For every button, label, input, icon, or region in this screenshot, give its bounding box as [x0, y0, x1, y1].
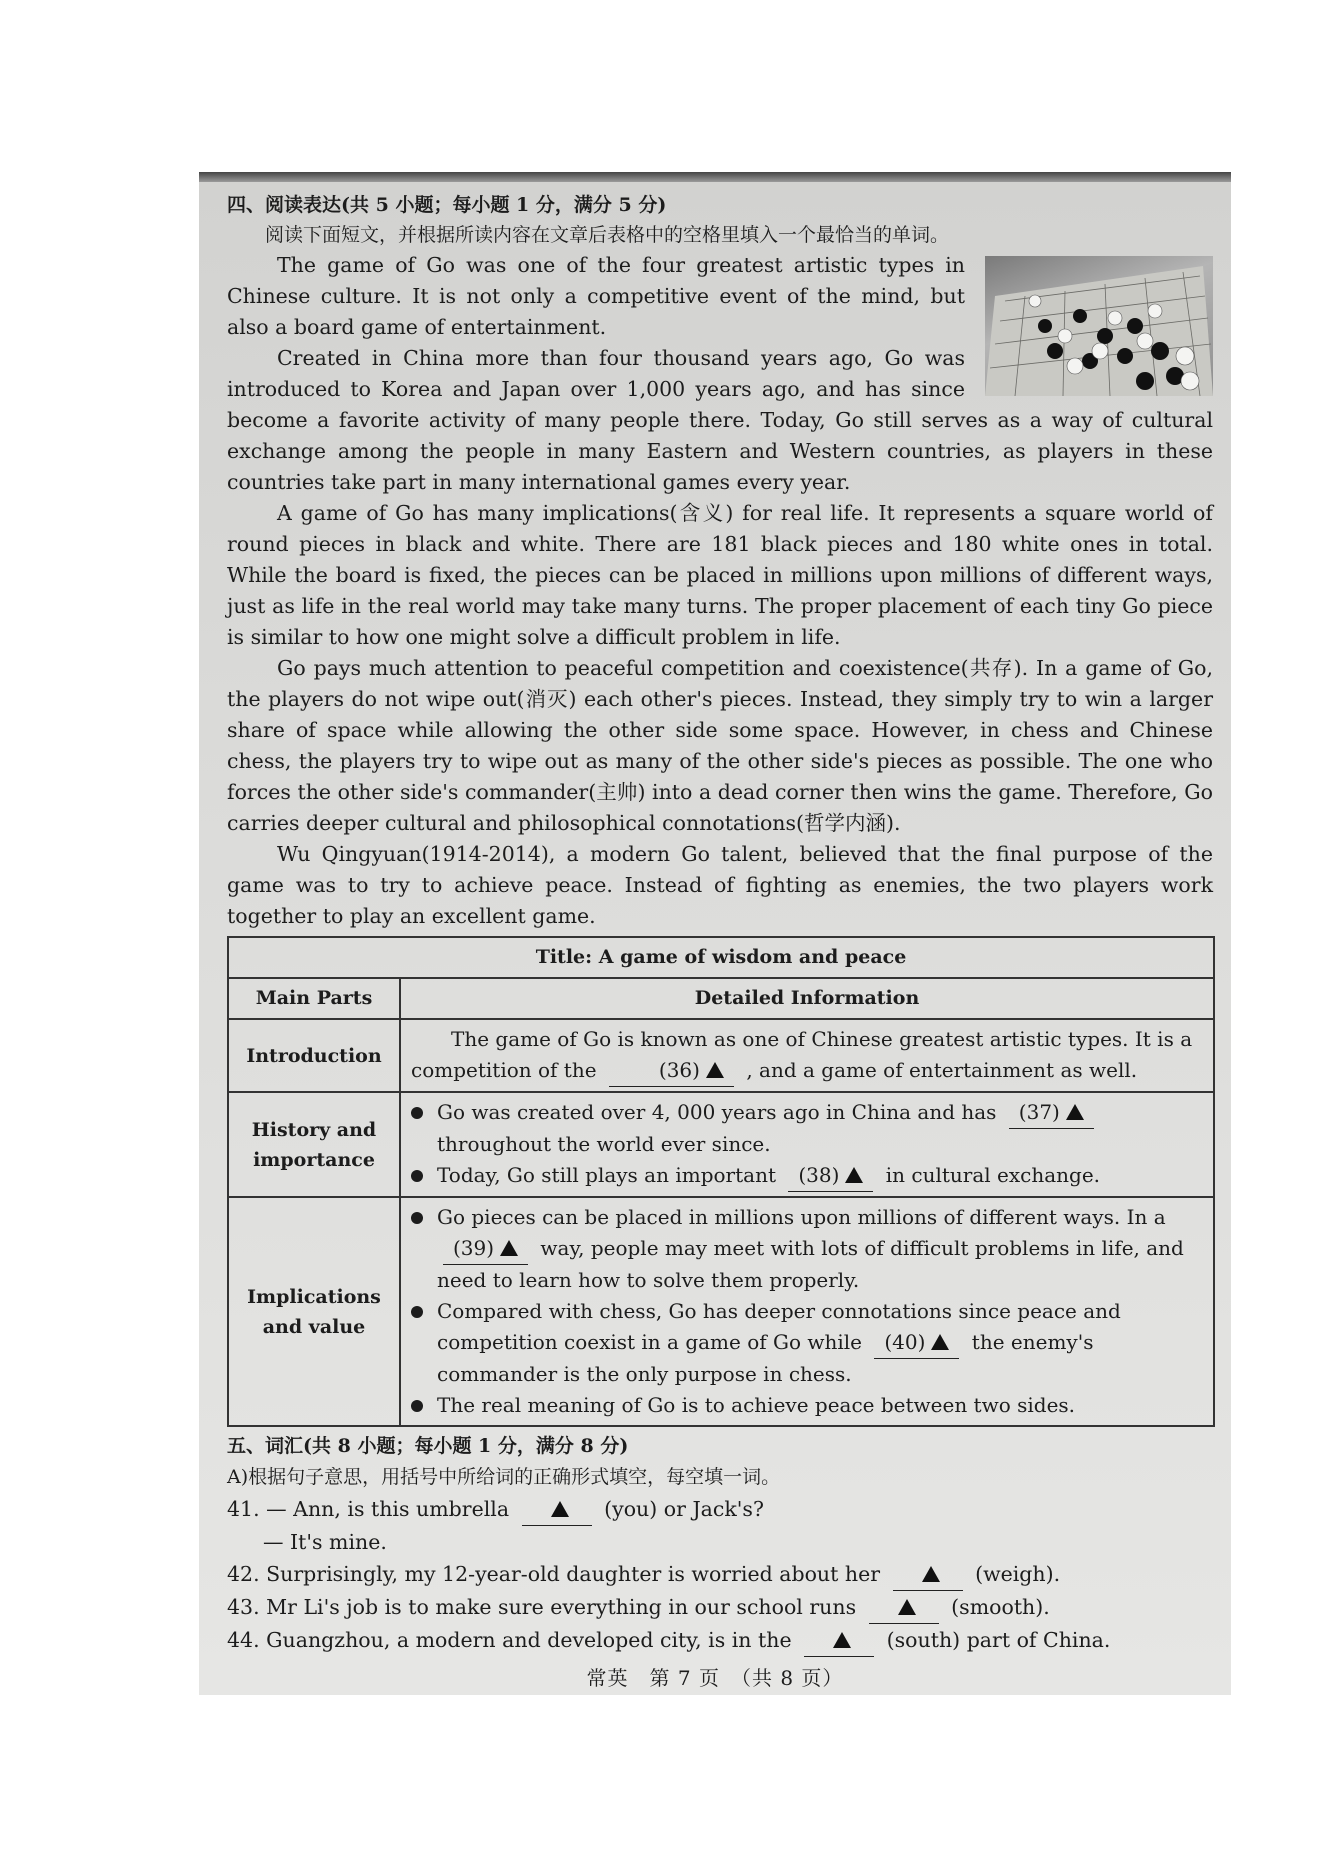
bullet-item	[411, 1160, 1203, 1192]
question-text: Surprisingly, my 12-year-old daughter is worried about her	[266, 1562, 881, 1586]
intro-text-after: , and a game of entertainment as well.	[746, 1058, 1138, 1082]
bullet-icon	[411, 1170, 423, 1182]
question-41	[227, 1493, 1213, 1526]
section4-title: 四、阅读表达(共 5 小题；每小题 1 分，满分 5 分)	[227, 194, 667, 216]
bullet-text: Go pieces can be placed in millions upon millions of different ways. In a	[437, 1205, 1166, 1229]
row-detail-implications	[400, 1197, 1214, 1426]
blank-label: (39)	[453, 1236, 495, 1260]
section5-title: 五、词汇(共 8 小题；每小题 1 分，满分 8 分)	[227, 1435, 629, 1457]
triangle-icon	[845, 1167, 863, 1183]
answer-blank-44[interactable]	[804, 1624, 874, 1657]
row-detail-introduction	[400, 1019, 1214, 1092]
answer-blank-39[interactable]	[443, 1233, 528, 1265]
question-text: Mr Li's job is to make sure everything in our school runs	[266, 1595, 857, 1619]
question-number: 44.	[227, 1628, 260, 1652]
table-header-main-parts: Main Parts	[228, 978, 400, 1019]
table-title: Title: A game of wisdom and peace	[228, 937, 1214, 978]
blank-label: (36)	[658, 1058, 700, 1082]
paragraph-2: Created in China more than four thousand years ago, Go was introduced to Korea and Japan over 1,000 years ago, and has since become a favorite activity of many people there. Today, Go still serves as a way of cultural exchange among the people in many Eastern and Western countries, as players in these countries take part in many international games every year.	[227, 346, 1213, 494]
bullet-text: the enemy's commander is the only purpose in chess.	[437, 1330, 1094, 1386]
go-board-image	[985, 256, 1213, 396]
exam-sheet	[199, 172, 1231, 1695]
triangle-icon	[706, 1062, 724, 1078]
bullet-icon	[411, 1107, 423, 1119]
info-table	[227, 936, 1215, 1427]
page-content	[227, 190, 1213, 1657]
answer-blank-42[interactable]	[893, 1558, 963, 1591]
bullet-text: Today, Go still plays an important	[437, 1163, 776, 1187]
question-text: — Ann, is this umbrella	[266, 1497, 510, 1521]
page-footer: 常英 第 7 页 （共 8 页）	[586, 1666, 844, 1690]
table-row	[228, 1092, 1214, 1197]
question-number: 43.	[227, 1595, 260, 1619]
bullet-text: Compared with chess, Go has deeper connotations since peace and competition coexist in a game of Go while	[437, 1299, 1121, 1354]
triangle-icon	[1066, 1104, 1084, 1120]
answer-blank-40[interactable]	[874, 1327, 959, 1359]
blank-label: (38)	[798, 1163, 840, 1187]
question-42	[227, 1558, 1213, 1591]
question-hint: (you)	[604, 1497, 658, 1521]
answer-blank-37[interactable]	[1009, 1097, 1094, 1129]
question-43	[227, 1591, 1213, 1624]
answer-blank-38[interactable]	[788, 1160, 873, 1192]
triangle-icon	[500, 1240, 518, 1256]
row-part-implications	[228, 1197, 400, 1426]
triangle-icon	[931, 1334, 949, 1350]
section5-instruction: A)根据句子意思，用括号中所给词的正确形式填空，每空填一词。	[227, 1466, 781, 1488]
triangle-icon	[833, 1632, 851, 1648]
section4-instruction: 阅读下面短文，并根据所读内容在文章后表格中的空格里填入一个最恰当的单词。	[265, 224, 950, 246]
part-line: History and	[251, 1118, 377, 1141]
triangle-icon	[898, 1599, 916, 1615]
question-hint: (south)	[886, 1628, 961, 1652]
bullet-item	[411, 1296, 1203, 1390]
bullet-icon	[411, 1400, 423, 1412]
part-line: importance	[253, 1148, 375, 1171]
bullet-icon	[411, 1306, 423, 1318]
question-hint: (smooth).	[951, 1595, 1050, 1619]
intro-text-before: The game of Go is known as one of Chinese greatest artistic types. It is a competition of the	[411, 1027, 1193, 1082]
bullet-text: in cultural exchange.	[885, 1163, 1101, 1187]
answer-blank-43[interactable]	[869, 1591, 939, 1624]
paragraph-1: The game of Go was one of the four greatest artistic types in Chinese culture. It is not only a competitive event of the mind, but also a board game of entertainment.	[227, 253, 965, 339]
bullet-item	[411, 1202, 1203, 1296]
bullet-text: way, people may meet with lots of difficult problems in life, and need to learn how to solve them properly.	[437, 1236, 1184, 1292]
paragraph-5: Wu Qingyuan(1914-2014), a modern Go talent, believed that the final purpose of the game was to try to achieve peace. Instead of fighting as enemies, the two players work together to play an excellent game.	[227, 842, 1213, 928]
question-number: 41.	[227, 1497, 260, 1521]
question-text: part of China.	[966, 1628, 1111, 1652]
paragraph-4: Go pays much attention to peaceful competition and coexistence(共存). In a game of Go, the players do not wipe out(消灭) each other's pieces. Instead, they simply try to win a larger share of space while allowing the other side some space. However, in chess and Chinese chess, the players try to wipe out as many of the other side's pieces as possible. The one who forces the other side's commander(主帅) into a dead corner then wins the game. Therefore, Go carries deeper cultural and philosophical connotations(哲学内涵).	[227, 656, 1213, 835]
part-line: and value	[262, 1315, 366, 1338]
table-header-detailed-info: Detailed Information	[400, 978, 1214, 1019]
question-text: Guangzhou, a modern and developed city, is in the	[266, 1628, 792, 1652]
bullet-text: The real meaning of Go is to achieve peace between two sides.	[437, 1393, 1076, 1417]
bullet-item	[411, 1097, 1203, 1160]
bullet-text: Go was created over 4, 000 years ago in China and has	[437, 1100, 997, 1124]
question-41-reply: — It's mine.	[263, 1530, 387, 1554]
part-line: Implications	[247, 1285, 381, 1308]
answer-blank-41[interactable]	[522, 1493, 592, 1526]
answer-blank-36[interactable]	[609, 1055, 734, 1087]
bullet-text: throughout the world ever since.	[437, 1132, 771, 1156]
blank-label: (40)	[884, 1330, 926, 1354]
go-board-photo	[985, 256, 1213, 396]
question-text: or Jack's?	[663, 1497, 764, 1521]
blank-label: (37)	[1018, 1100, 1060, 1124]
row-part-introduction: Introduction	[228, 1019, 400, 1092]
triangle-icon	[551, 1501, 569, 1517]
question-hint: (weigh).	[975, 1562, 1061, 1586]
row-part-history	[228, 1092, 400, 1197]
page-edge-shadow	[199, 172, 1231, 182]
table-row	[228, 1197, 1214, 1426]
paragraph-3: A game of Go has many implications(含义) for real life. It represents a square world of round pieces in black and white. There are 181 black pieces and 180 white ones in total. While the board is fixed, the pieces can be placed in millions upon millions of different ways, just as life in the real world may take many turns. The proper placement of each tiny Go piece is similar to how one might solve a difficult problem in life.	[227, 501, 1213, 649]
row-detail-history	[400, 1092, 1214, 1197]
triangle-icon	[922, 1566, 940, 1582]
question-number: 42.	[227, 1562, 260, 1586]
table-row	[228, 1019, 1214, 1092]
bullet-item	[411, 1390, 1203, 1421]
bullet-icon	[411, 1212, 423, 1224]
question-44	[227, 1624, 1213, 1657]
